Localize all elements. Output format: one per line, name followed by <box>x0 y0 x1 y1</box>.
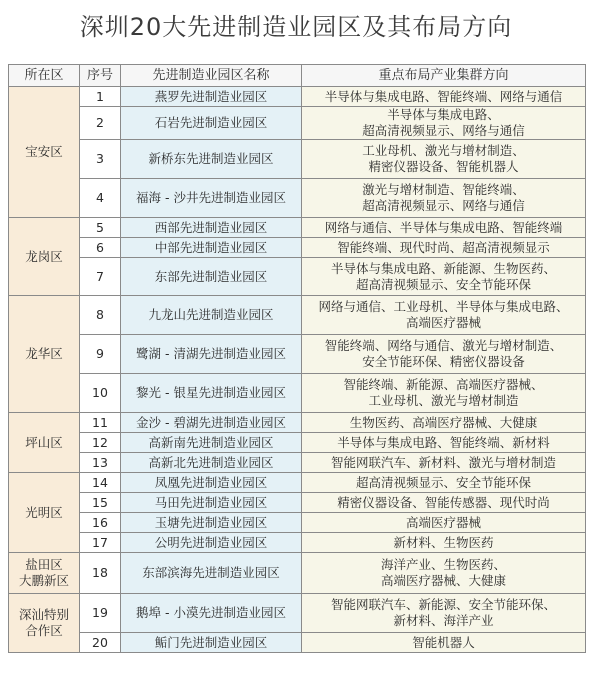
table-row <box>9 453 586 473</box>
table-row <box>9 513 586 533</box>
park-name-cell: 东部滨海先进制造业园区 <box>121 553 302 594</box>
industry-direction-line: 智能网联汽车、新能源、安全节能环保、 <box>330 597 556 612</box>
park-name-cell: 黎光 - 银星先进制造业园区 <box>121 374 302 413</box>
industry-direction-line: 高端医疗器械、大健康 <box>380 573 506 588</box>
number-cell: 17 <box>80 533 121 553</box>
district-label: 龙华区 <box>25 346 63 361</box>
number-cell: 13 <box>80 453 121 473</box>
industry-direction-line: 智能终端、新能源、高端医疗器械、 <box>343 377 544 392</box>
park-name-cell: 东部先进制造业园区 <box>121 258 302 296</box>
industry-direction-line: 超高清视频显示、安全节能环保 <box>355 276 531 292</box>
industry-direction-cell <box>302 335 586 374</box>
park-name-cell: 新桥东先进制造业园区 <box>121 140 302 179</box>
district-label: 龙岗区 <box>25 248 63 264</box>
industry-direction-line: 智能终端、现代时尚、超高清视频显示 <box>337 239 550 255</box>
district-cell <box>9 87 80 218</box>
number-cell: 12 <box>80 433 121 453</box>
number-cell: 15 <box>80 493 121 513</box>
industry-direction-cell <box>302 594 586 633</box>
number-cell: 10 <box>80 374 121 413</box>
industry-direction-line: 超高清视频显示、网络与通信 <box>362 123 525 138</box>
table-row <box>9 296 586 335</box>
industry-direction-cell <box>302 633 586 653</box>
industry-direction-line: 新材料、生物医药 <box>393 534 494 550</box>
district-label: 坪山区 <box>25 434 63 450</box>
industry-direction-cell <box>302 218 586 238</box>
park-name-cell: 福海 - 沙井先进制造业园区 <box>121 179 302 218</box>
table-row <box>9 413 586 433</box>
industry-direction-cell <box>302 433 586 453</box>
district-label: 宝安区 <box>25 144 63 159</box>
industry-direction-line: 半导体与集成电路、智能终端、新材料 <box>337 434 550 450</box>
header-industry-direction: 重点布局产业集群方向 <box>302 65 586 87</box>
table-row <box>9 374 586 413</box>
park-name-cell: 马田先进制造业园区 <box>121 493 302 513</box>
table-row <box>9 218 586 238</box>
industry-direction-cell <box>302 87 586 107</box>
table-row <box>9 594 586 633</box>
park-name-cell: 鹅埠 - 小漠先进制造业园区 <box>121 594 302 633</box>
parks-table <box>8 64 586 653</box>
park-name-cell: 高新南先进制造业园区 <box>121 433 302 453</box>
header-number: 序号 <box>80 65 121 87</box>
industry-direction-cell <box>302 493 586 513</box>
park-name-cell: 中部先进制造业园区 <box>121 238 302 258</box>
number-cell: 7 <box>80 258 121 296</box>
industry-direction-cell <box>302 513 586 533</box>
industry-direction-line: 半导体与集成电路、新能源、生物医药、 <box>330 260 556 276</box>
park-name-cell: 鲘门先进制造业园区 <box>121 633 302 653</box>
industry-direction-cell <box>302 533 586 553</box>
industry-direction-cell <box>302 258 586 296</box>
park-name-cell: 玉塘先进制造业园区 <box>121 513 302 533</box>
industry-direction-cell <box>302 296 586 335</box>
industry-direction-line: 高端医疗器械 <box>405 514 481 530</box>
number-cell: 19 <box>80 594 121 633</box>
industry-direction-line: 半导体与集成电路、智能终端、网络与通信 <box>324 88 563 104</box>
district-cell <box>9 473 80 553</box>
table-row <box>9 140 586 179</box>
industry-direction-line: 工业母机、激光与增材制造、 <box>362 143 525 158</box>
industry-direction-line: 新材料、海洋产业 <box>393 613 494 628</box>
industry-direction-line: 智能终端、网络与通信、激光与增材制造、 <box>324 338 563 353</box>
park-name-cell: 石岩先进制造业园区 <box>121 107 302 140</box>
industry-direction-cell <box>302 374 586 413</box>
table-row <box>9 553 586 594</box>
table-row <box>9 87 586 107</box>
industry-direction-line: 网络与通信、半导体与集成电路、智能终端 <box>324 219 563 235</box>
header-park-name: 先进制造业园区名称 <box>121 65 302 87</box>
industry-direction-line: 海洋产业、生物医药、 <box>380 557 506 572</box>
industry-direction-cell <box>302 453 586 473</box>
industry-direction-cell <box>302 473 586 493</box>
industry-direction-cell <box>302 140 586 179</box>
table-row <box>9 633 586 653</box>
district-label: 深汕特别 <box>18 607 69 622</box>
table-row <box>9 533 586 553</box>
table-row <box>9 493 586 513</box>
number-cell: 4 <box>80 179 121 218</box>
table-row <box>9 107 586 140</box>
district-label: 盐田区 <box>25 557 63 572</box>
park-name-cell: 公明先进制造业园区 <box>121 533 302 553</box>
industry-direction-cell <box>302 179 586 218</box>
district-cell <box>9 296 80 413</box>
park-name-cell: 凤凰先进制造业园区 <box>121 473 302 493</box>
number-cell: 14 <box>80 473 121 493</box>
number-cell: 5 <box>80 218 121 238</box>
park-name-cell: 高新北先进制造业园区 <box>121 453 302 473</box>
number-cell: 8 <box>80 296 121 335</box>
industry-direction-line: 安全节能环保、精密仪器设备 <box>362 354 525 369</box>
industry-direction-line: 精密仪器设备、智能传感器、现代时尚 <box>337 494 550 510</box>
industry-direction-line: 工业母机、激光与增材制造 <box>368 393 519 408</box>
table-row <box>9 238 586 258</box>
number-cell: 16 <box>80 513 121 533</box>
industry-direction-line: 激光与增材制造、智能终端、 <box>362 182 525 197</box>
district-label: 光明区 <box>25 504 63 520</box>
industry-direction-line: 高端医疗器械 <box>405 315 481 330</box>
table-row <box>9 473 586 493</box>
page-title: 深圳20大先进制造业园区及其布局方向 <box>79 13 513 41</box>
industry-direction-cell <box>302 413 586 433</box>
table-row <box>9 335 586 374</box>
park-name-cell: 西部先进制造业园区 <box>121 218 302 238</box>
park-name-cell: 九龙山先进制造业园区 <box>121 296 302 335</box>
district-label: 合作区 <box>25 623 63 638</box>
number-cell: 2 <box>80 107 121 140</box>
industry-direction-line: 精密仪器设备、智能机器人 <box>368 159 519 174</box>
number-cell: 11 <box>80 413 121 433</box>
park-name-cell: 金沙 - 碧湖先进制造业园区 <box>121 413 302 433</box>
district-cell <box>9 413 80 473</box>
table-header-row <box>9 65 586 87</box>
industry-direction-cell <box>302 238 586 258</box>
number-cell: 20 <box>80 633 121 653</box>
industry-direction-line: 智能机器人 <box>412 634 475 650</box>
park-name-cell: 鹭湖 - 清湖先进制造业园区 <box>121 335 302 374</box>
district-label: 大鹏新区 <box>18 573 69 588</box>
number-cell: 6 <box>80 238 121 258</box>
number-cell: 9 <box>80 335 121 374</box>
industry-direction-line: 网络与通信、工业母机、半导体与集成电路、 <box>318 299 569 314</box>
industry-direction-line: 智能网联汽车、新材料、激光与增材制造 <box>330 454 556 470</box>
industry-direction-line: 生物医药、高端医疗器械、大健康 <box>349 414 538 430</box>
number-cell: 18 <box>80 553 121 594</box>
industry-direction-line: 超高清视频显示、网络与通信 <box>362 198 525 213</box>
number-cell: 3 <box>80 140 121 179</box>
table-row <box>9 258 586 296</box>
district-cell <box>9 594 80 653</box>
district-cell <box>9 553 80 594</box>
park-name-cell: 燕罗先进制造业园区 <box>121 87 302 107</box>
industry-direction-cell <box>302 553 586 594</box>
table-row <box>9 179 586 218</box>
industry-direction-line: 半导体与集成电路、 <box>387 107 500 122</box>
industry-direction-line: 超高清视频显示、安全节能环保 <box>355 474 531 490</box>
district-cell <box>9 218 80 296</box>
number-cell: 1 <box>80 87 121 107</box>
header-district: 所在区 <box>9 65 80 87</box>
industry-direction-cell <box>302 107 586 140</box>
table-row <box>9 433 586 453</box>
